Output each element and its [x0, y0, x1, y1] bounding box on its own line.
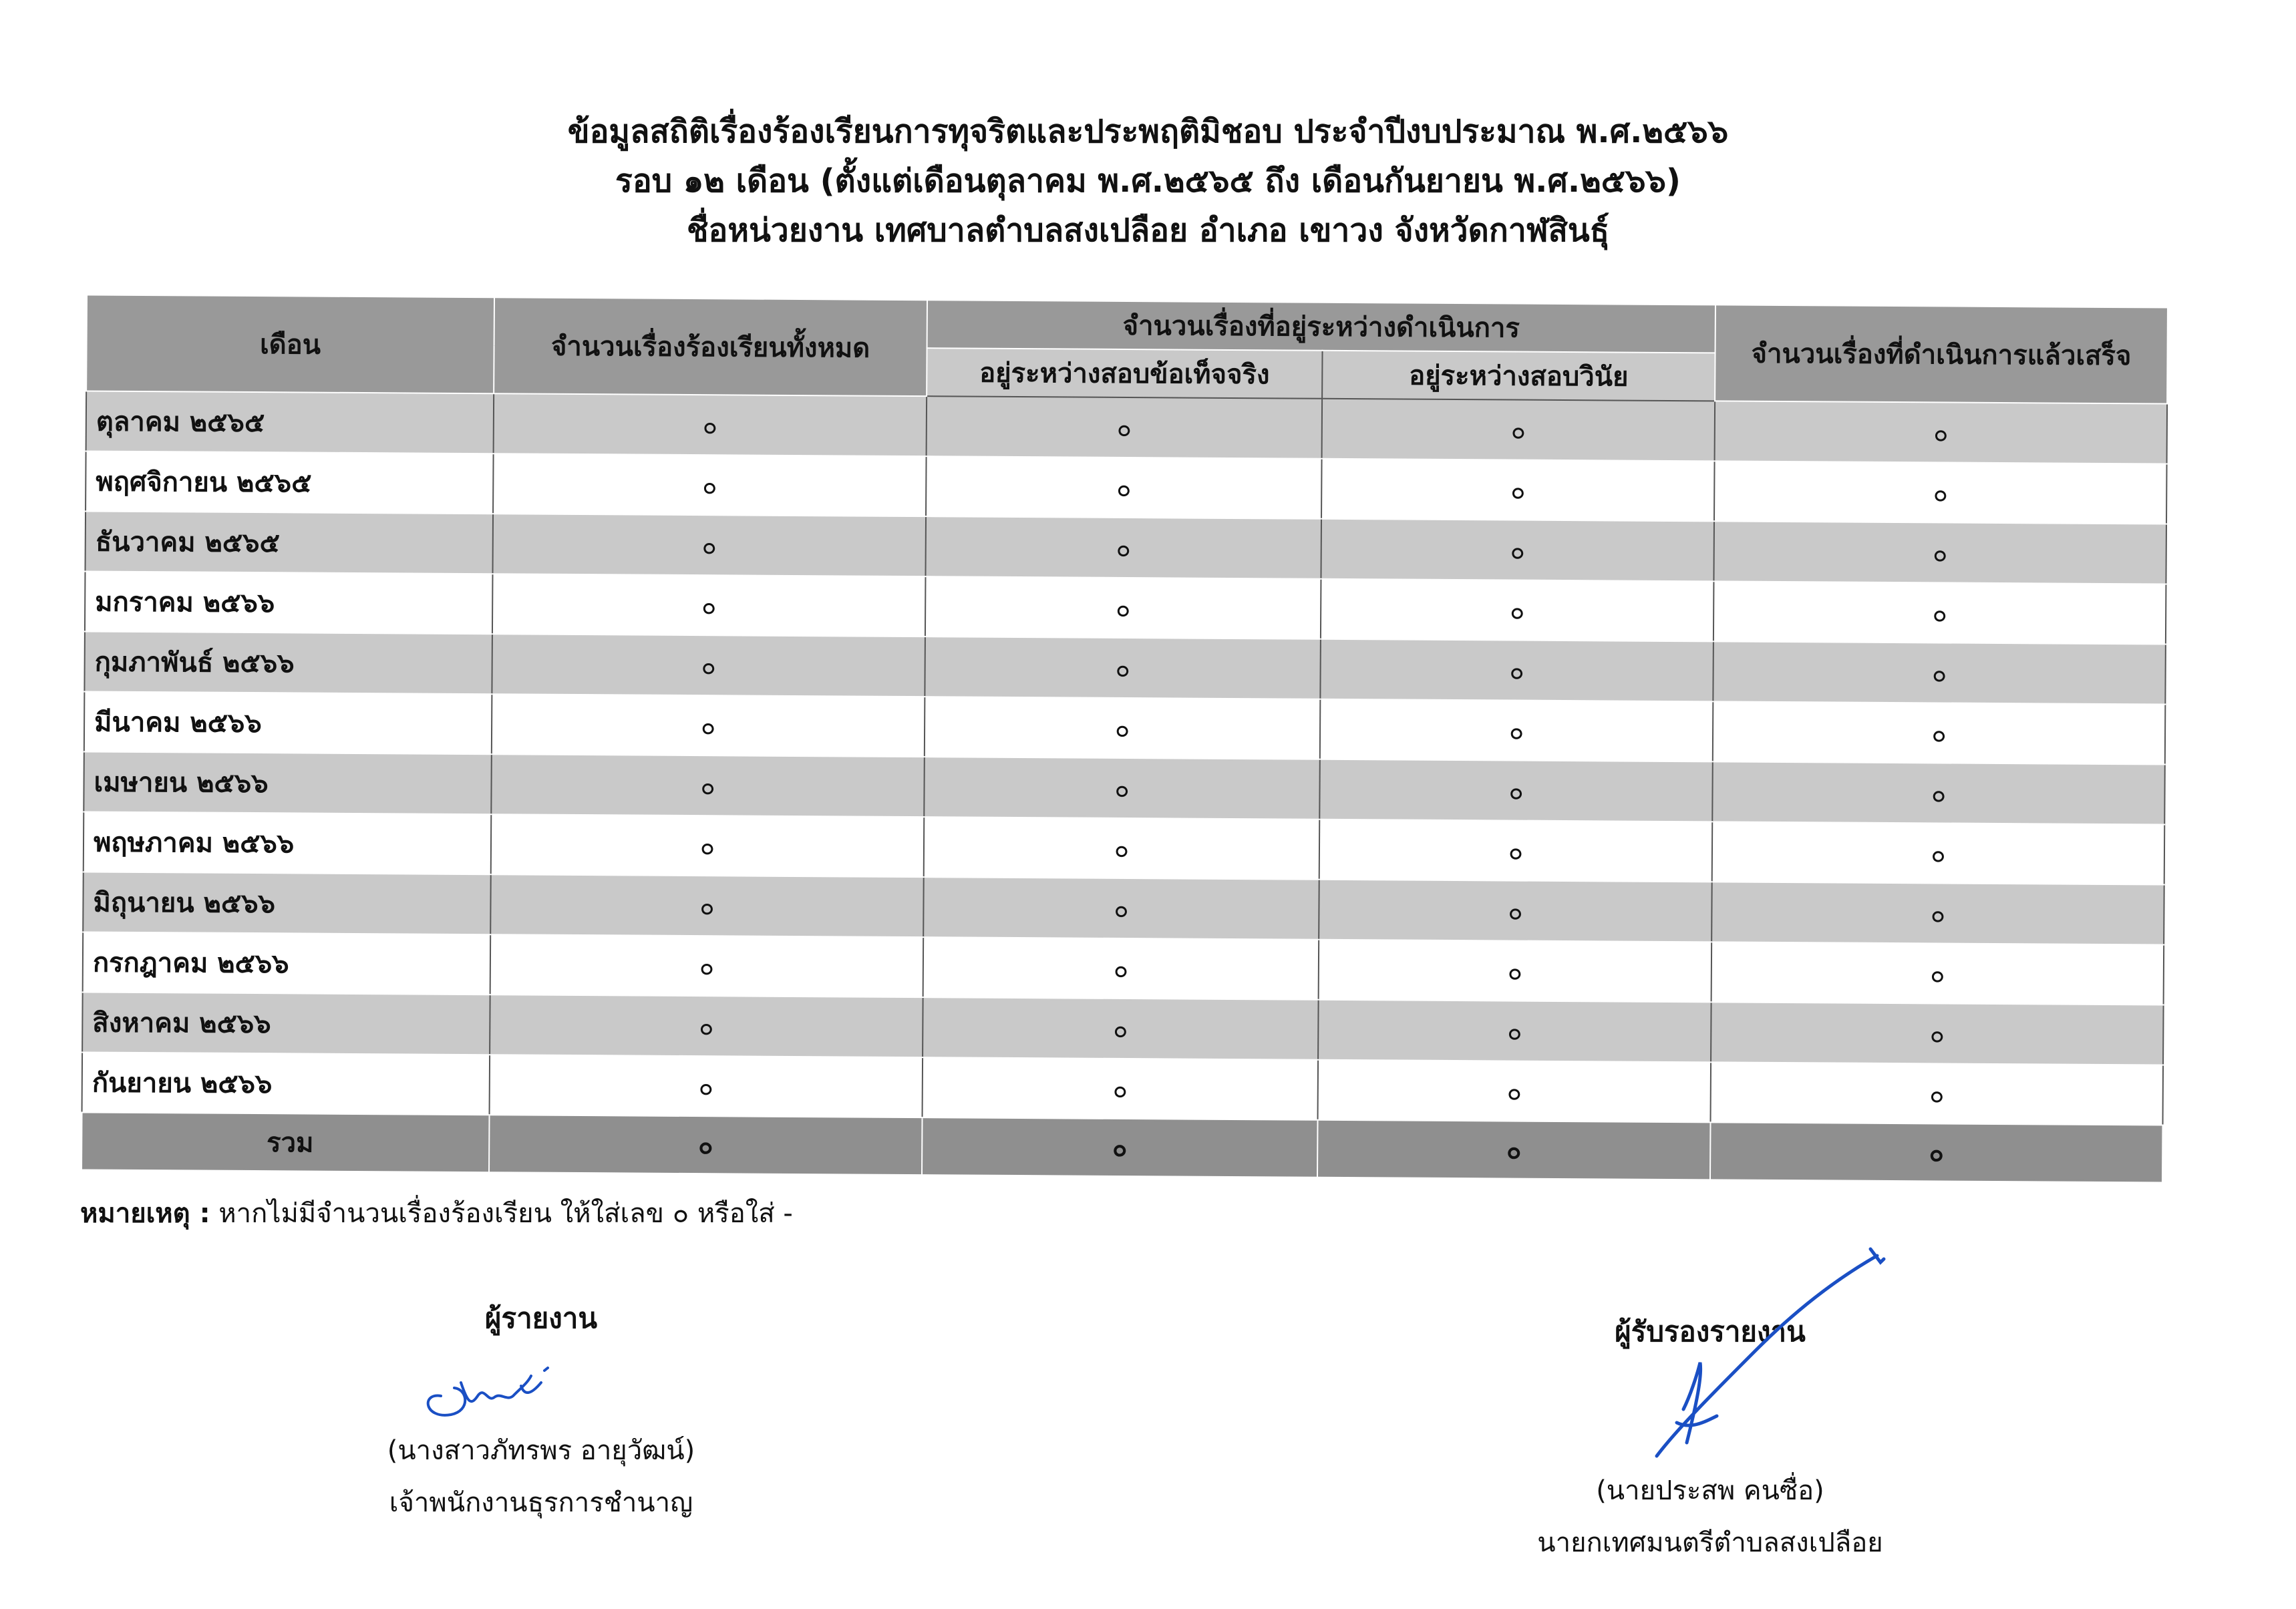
- reporter-name: (นางสาวภัทรพร อายุวัฒน์): [387, 1435, 695, 1466]
- completed-cell: ๐: [1711, 1003, 2164, 1065]
- certifier-handwritten-signature: [1617, 1242, 1897, 1469]
- completed-cell: ๐: [1713, 701, 2166, 764]
- disciplinary-cell: ๐: [1321, 519, 1714, 582]
- certifier-name: (นายประสพ คนซื่อ): [1596, 1475, 1824, 1506]
- completed-cell: ๐: [1715, 401, 2168, 464]
- footnote-label: หมายเหตุ :: [80, 1198, 210, 1229]
- title-line-3: ชื่อหน่วยงาน เทศบาลตำบลสงเปลือย อำเภอ เขาวง จังหวัดกาฬสินธุ์: [686, 212, 1610, 249]
- disciplinary-cell: ๐: [1321, 579, 1714, 642]
- total-complaints-cell: ๐: [490, 934, 924, 997]
- disciplinary-cell: ๐: [1319, 820, 1713, 882]
- total-complaints-cell: ๐: [494, 393, 927, 456]
- total-complaints-cell: ๐: [491, 814, 925, 877]
- fact-finding-cell: ๐: [925, 637, 1321, 699]
- completed-cell: ๐: [1712, 822, 2165, 884]
- month-cell: พฤศจิกายน ๒๕๖๕: [86, 452, 494, 514]
- disciplinary-cell: ๐: [1318, 1060, 1711, 1123]
- footnote-text: หากไม่มีจำนวนเรื่องร้องเรียน ให้ใส่เลข ๐ หรือใส่ -: [218, 1198, 793, 1229]
- total-row: [81, 1113, 2162, 1183]
- footnote: [80, 1192, 793, 1234]
- month-cell: พฤษภาคม ๒๕๖๖: [84, 812, 492, 875]
- total-complaints-cell: ๐: [490, 874, 924, 937]
- disciplinary-cell: ๐: [1321, 459, 1715, 522]
- fact-finding-cell: ๐: [925, 697, 1321, 759]
- total-complaints-cell: ๐: [490, 995, 923, 1057]
- month-cell: กรกฎาคม ๒๕๖๖: [83, 932, 491, 995]
- month-cell: สิงหาคม ๒๕๖๖: [82, 993, 490, 1055]
- total-complaints-cell: ๐: [492, 634, 925, 697]
- header-in-progress: จำนวนเรื่องที่อยู่ระหว่างดำเนินการ: [927, 300, 1715, 353]
- completed-cell: ๐: [1713, 521, 2166, 584]
- header-total-complaints: จำนวนเรื่องร้องเรียนทั้งหมด: [494, 297, 927, 396]
- fact-finding-cell: ๐: [925, 576, 1321, 639]
- document-title-block: [0, 107, 2296, 255]
- complaint-statistics-table: [81, 294, 2168, 1183]
- total-complaints-cell: ๐: [492, 574, 926, 637]
- disciplinary-cell: ๐: [1319, 880, 1712, 942]
- fact-finding-cell: ๐: [923, 877, 1319, 940]
- header-completed: จำนวนเรื่องที่ดำเนินการแล้วเสร็จ: [1715, 305, 2168, 403]
- month-cell: มิถุนายน ๒๕๖๖: [83, 872, 491, 935]
- completed-cell: ๐: [1714, 461, 2167, 524]
- reporter-handwritten-signature: [414, 1356, 575, 1429]
- disciplinary-cell: ๐: [1322, 399, 1715, 462]
- fact-finding-cell: ๐: [923, 937, 1319, 1000]
- total-complaints-cell: ๐: [490, 1055, 923, 1117]
- header-fact-finding: อยู่ระหว่างสอบข้อเท็จจริง: [927, 348, 1322, 399]
- month-cell: กันยายน ๒๕๖๖: [82, 1053, 490, 1115]
- header-month: เดือน: [86, 295, 494, 393]
- fact-finding-cell: ๐: [923, 1057, 1319, 1120]
- reporter-role: ผู้รายงาน: [484, 1302, 598, 1334]
- total-complaints-cell: ๐: [493, 454, 927, 516]
- total-complaints-cell: ๐: [492, 694, 925, 757]
- fact-finding-cell: ๐: [924, 757, 1320, 820]
- title-line-2: รอบ ๑๒ เดือน (ตั้งแต่เดือนตุลาคม พ.ศ.๒๕๖๕ ถึง เดือนกันยายน พ.ศ.๒๕๖๖): [615, 162, 1681, 200]
- total-complaints-cell: ๐: [491, 754, 925, 817]
- month-cell: ตุลาคม ๒๕๖๕: [86, 391, 494, 454]
- disciplinary-cell: ๐: [1318, 1000, 1711, 1063]
- header-disciplinary: อยู่ระหว่างสอบวินัย: [1322, 351, 1715, 401]
- disciplinary-cell: ๐: [1319, 940, 1712, 1003]
- completed-cell: ๐: [1713, 581, 2166, 644]
- month-cell: มีนาคม ๒๕๖๖: [84, 692, 492, 755]
- fact-finding-sum-cell: ๐: [922, 1117, 1318, 1177]
- fact-finding-cell: ๐: [927, 396, 1323, 459]
- completed-cell: ๐: [1711, 882, 2164, 944]
- disciplinary-cell: ๐: [1319, 759, 1713, 822]
- month-cell: มกราคม ๒๕๖๖: [85, 572, 493, 635]
- month-cell: เมษายน ๒๕๖๖: [84, 752, 492, 815]
- table-body: [81, 391, 2167, 1182]
- total-complaints-cell: ๐: [492, 514, 926, 576]
- title-line-1: ข้อมูลสถิติเรื่องร้องเรียนการทุจริตและประพฤติมิชอบ ประจำปีงบประมาณ พ.ศ.๒๕๖๖: [567, 113, 1729, 150]
- fact-finding-cell: ๐: [926, 456, 1322, 519]
- completed-cell: ๐: [1711, 942, 2164, 1005]
- disciplinary-cell: ๐: [1320, 699, 1713, 762]
- month-cell: ธันวาคม ๒๕๖๕: [86, 512, 494, 574]
- fact-finding-cell: ๐: [923, 997, 1319, 1060]
- completed-cell: ๐: [1712, 761, 2165, 824]
- completed-cell: ๐: [1711, 1063, 2164, 1125]
- completed-sum-cell: ๐: [1710, 1123, 2163, 1183]
- month-cell: กุมภาพันธ์ ๒๕๖๖: [84, 632, 492, 695]
- completed-cell: ๐: [1713, 641, 2166, 704]
- certifier-position: นายกเทศมนตรีตำบลสงเปลือย: [1537, 1528, 1883, 1558]
- disciplinary-cell: ๐: [1320, 639, 1713, 702]
- fact-finding-cell: ๐: [924, 817, 1320, 880]
- total-complaints-sum-cell: ๐: [489, 1115, 923, 1175]
- disciplinary-sum-cell: ๐: [1317, 1120, 1711, 1180]
- certifier-role: ผู้รับรองรายงาน: [1615, 1315, 1806, 1348]
- total-label-cell: รวม: [81, 1113, 490, 1173]
- fact-finding-cell: ๐: [925, 516, 1321, 579]
- reporter-position: เจ้าพนักงานธุรการชำนาญ: [389, 1487, 693, 1518]
